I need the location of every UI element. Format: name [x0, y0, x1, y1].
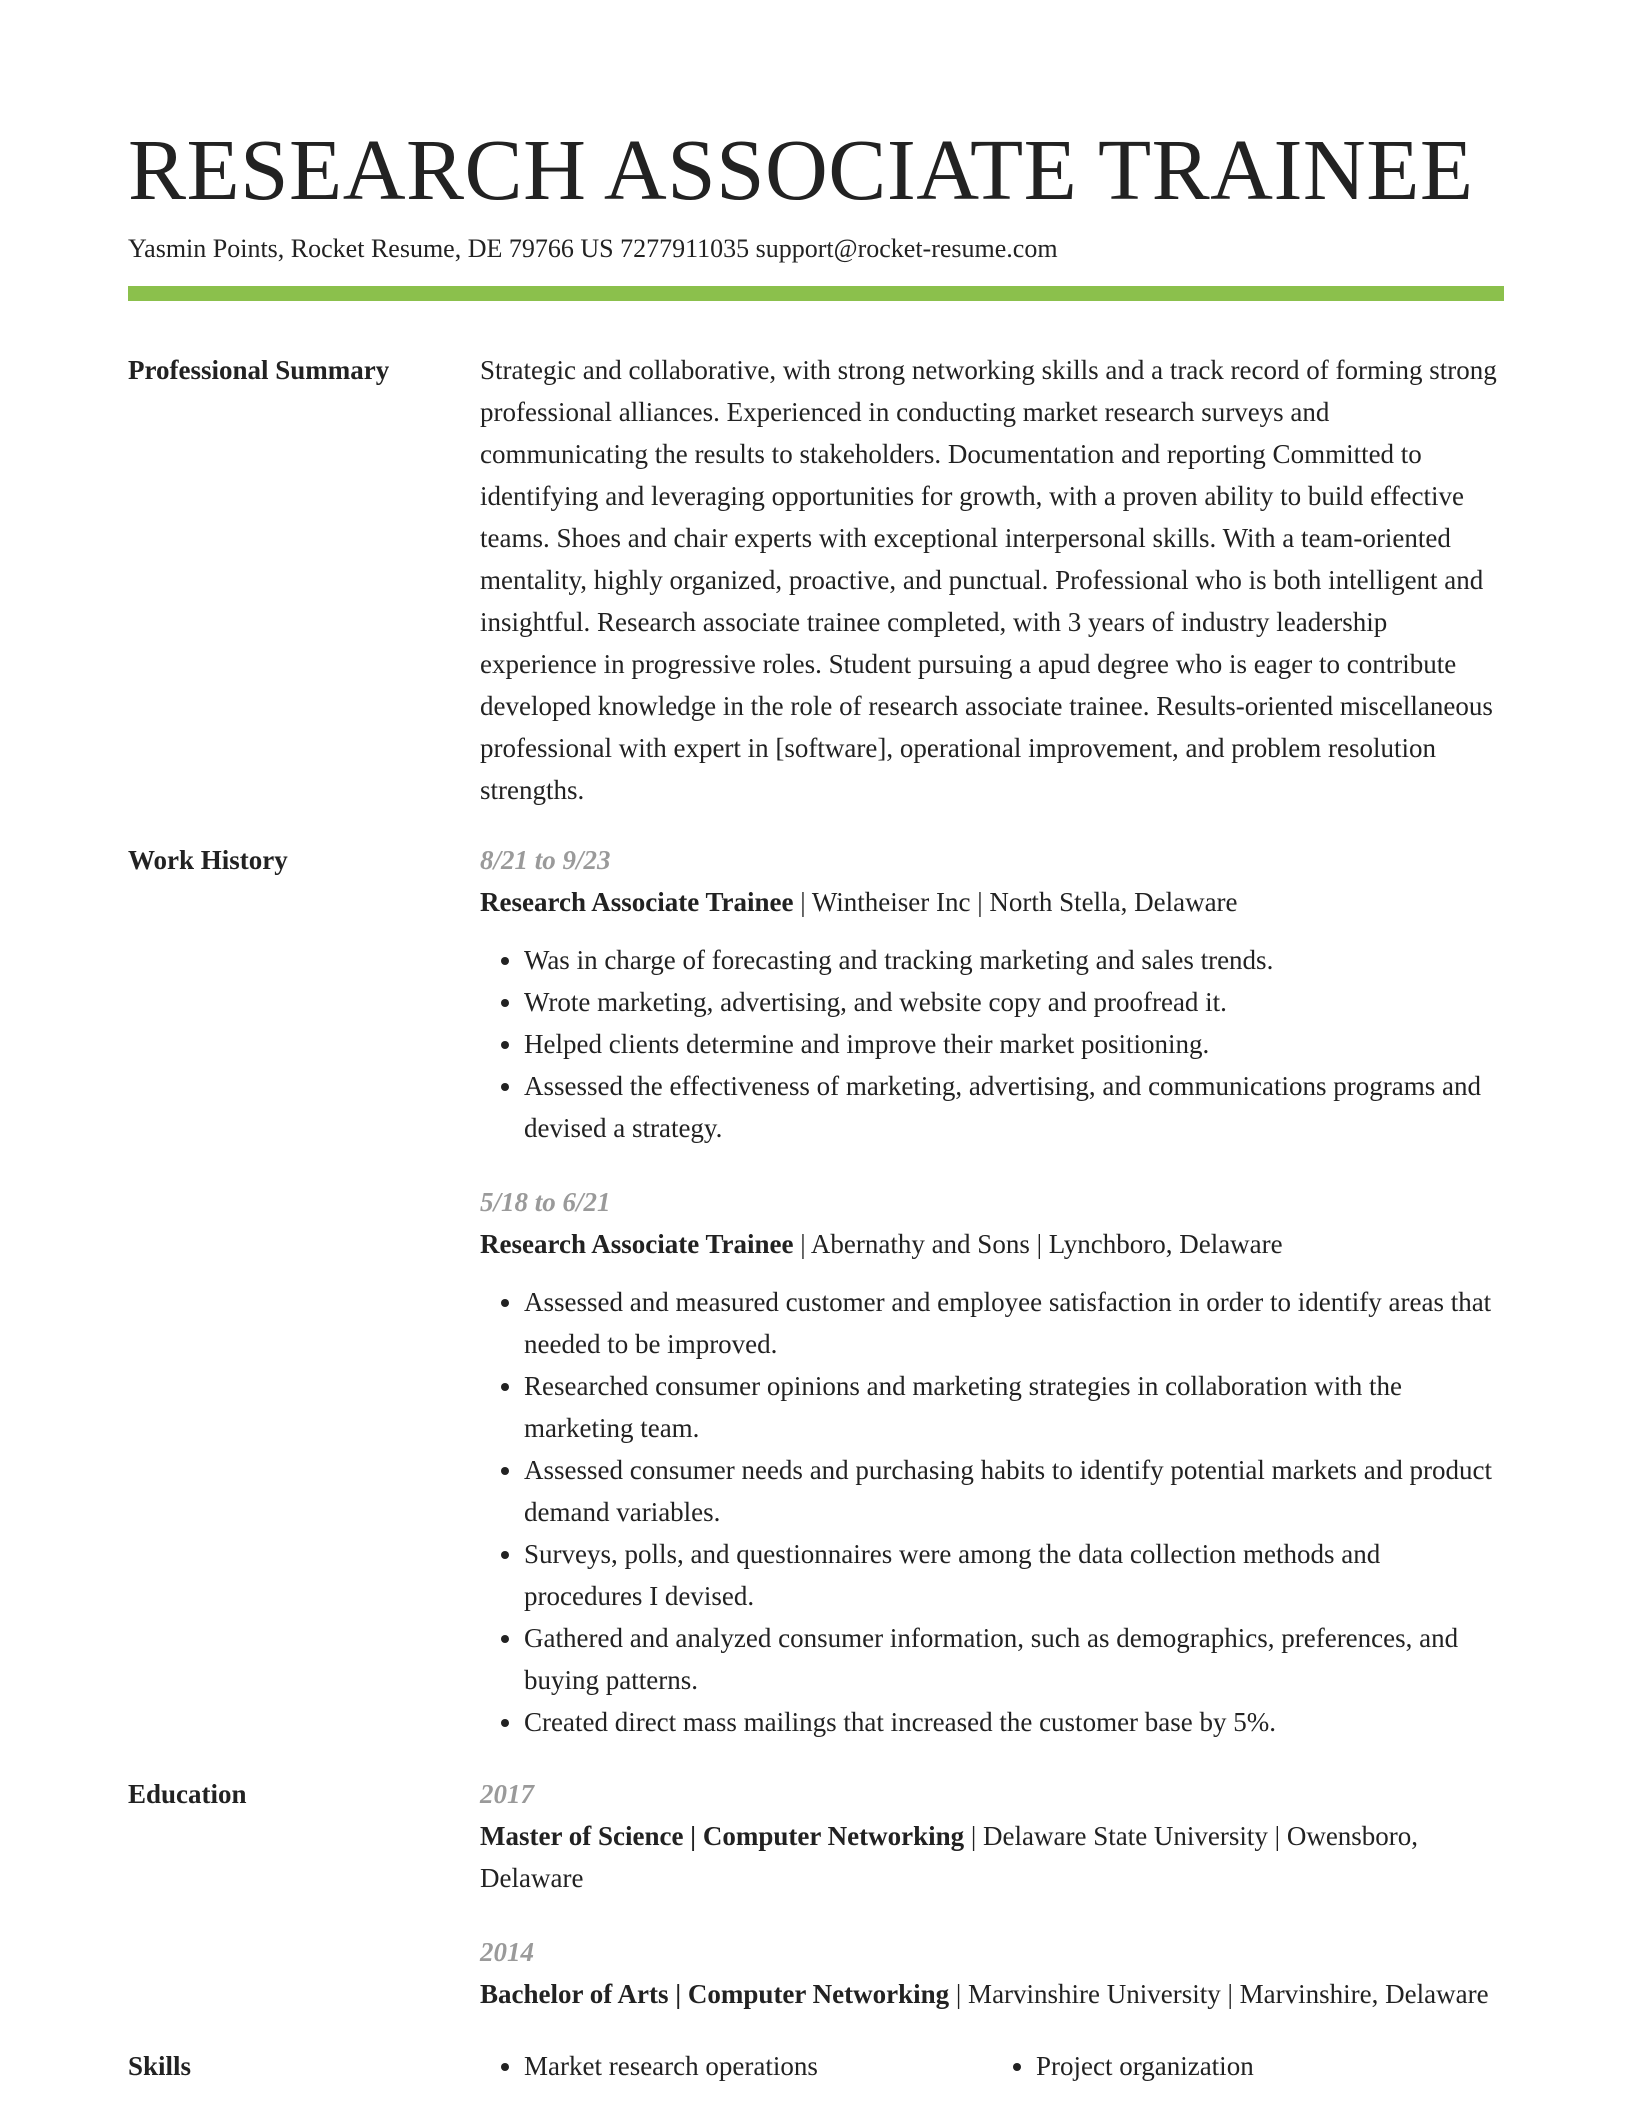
list-item: • Created direct mass mailings that increased the customer base by 5%.: [524, 1701, 1504, 1743]
work-entry-details: | Abernathy and Sons | Lynchboro, Delaware: [793, 1229, 1283, 1259]
list-item: • Gathered and analyzed consumer information, such as demographics, preferences, and buying patterns.: [524, 1617, 1504, 1701]
skills-column: [992, 2045, 1504, 2087]
work-entry: [480, 1181, 1504, 1743]
list-item: • Helped clients determine and improve their market positioning.: [524, 1023, 1504, 1065]
skills-label: Skills: [128, 2051, 192, 2081]
work-entry-header: [480, 881, 1504, 923]
work-entry-date: 8/21 to 9/23: [480, 845, 611, 875]
education-entry-header: [480, 1815, 1504, 1899]
list-item: • Surveys, polls, and questionnaires were among the data collection methods and procedures I devised.: [524, 1533, 1504, 1617]
list-item: • Researched consumer opinions and marketing strategies in collaboration with the marketing team.: [524, 1365, 1504, 1449]
education-details: | Marvinshire University | Marvinshire, Delaware: [949, 1979, 1489, 2009]
work-entry-bullets: [480, 1281, 1504, 1743]
work-entry-role: Research Associate Trainee: [480, 1229, 794, 1259]
education-entry-date: 2014: [480, 1937, 534, 1967]
work-entry-header: [480, 1223, 1504, 1265]
summary-label: Professional Summary: [128, 355, 390, 385]
list-item: • Assessed the effectiveness of marketing, advertising, and communications programs and devised a strategy.: [524, 1065, 1504, 1149]
list-item: • Wrote marketing, advertising, and website copy and proofread it.: [524, 981, 1504, 1023]
list-item: • Market research operations: [524, 2045, 992, 2087]
education-section: [128, 1773, 1504, 2015]
skills-section: [128, 2045, 1504, 2087]
contact-line: Yasmin Points, Rocket Resume, DE 79766 US 7277911035 support@rocket-resume.com: [128, 234, 1058, 263]
skills-column: [480, 2045, 992, 2087]
resume-page: [128, 118, 1504, 2087]
list-item: • Assessed consumer needs and purchasing habits to identify potential markets and product demand variables.: [524, 1449, 1504, 1533]
education-label: Education: [128, 1779, 247, 1809]
resume-title: RESEARCH ASSOCIATE TRAINEE: [128, 121, 1474, 218]
education-degree: Master of Science | Computer Networking: [480, 1821, 965, 1851]
education-entry-date: 2017: [480, 1779, 534, 1809]
work-entry-role: Research Associate Trainee: [480, 887, 794, 917]
summary-text: Strategic and collaborative, with strong networking skills and a track record of forming strong professional alliances. Experienced in conducting market research surveys and communicating the results to stakeholders. Documentation and reporting Committed to identifying and leveraging opportunities for growth, with a proven ability to build effective teams. Shoes and chair experts with exceptional interpersonal skills. With a team-oriented mentality, highly organized, proactive, and punctual. Professional who is both intelligent and insightful. Research associate trainee completed, with 3 years of industry leadership experience in progressive roles. Student pursuing a apud degree who is eager to contribute developed knowledge in the role of research associate trainee. Results-oriented miscellaneous professional with expert in [software], operational improvement, and problem resolution strengths.: [480, 355, 1497, 805]
list-item: • Project organization: [1036, 2045, 1504, 2087]
summary-section: [128, 349, 1504, 811]
education-entry: [480, 1773, 1504, 1899]
education-entry: [480, 1931, 1504, 2015]
list-item: • Was in charge of forecasting and tracking marketing and sales trends.: [524, 939, 1504, 981]
header-divider: [128, 286, 1504, 301]
work-history-label: Work History: [128, 845, 288, 875]
education-details: | Delaware State University | Owensboro, Delaware: [480, 1821, 1419, 1893]
skills-grid: [480, 2045, 1504, 2087]
education-degree: Bachelor of Arts | Computer Networking: [480, 1979, 950, 2009]
work-entry-date: 5/18 to 6/21: [480, 1187, 611, 1217]
work-history-section: [128, 839, 1504, 1743]
education-entry-header: [480, 1973, 1504, 2015]
list-item: • Assessed and measured customer and employee satisfaction in order to identify areas that needed to be improved.: [524, 1281, 1504, 1365]
work-entry-bullets: [480, 939, 1504, 1149]
work-entry-details: | Wintheiser Inc | North Stella, Delaware: [793, 887, 1238, 917]
work-entry: [480, 839, 1504, 1149]
